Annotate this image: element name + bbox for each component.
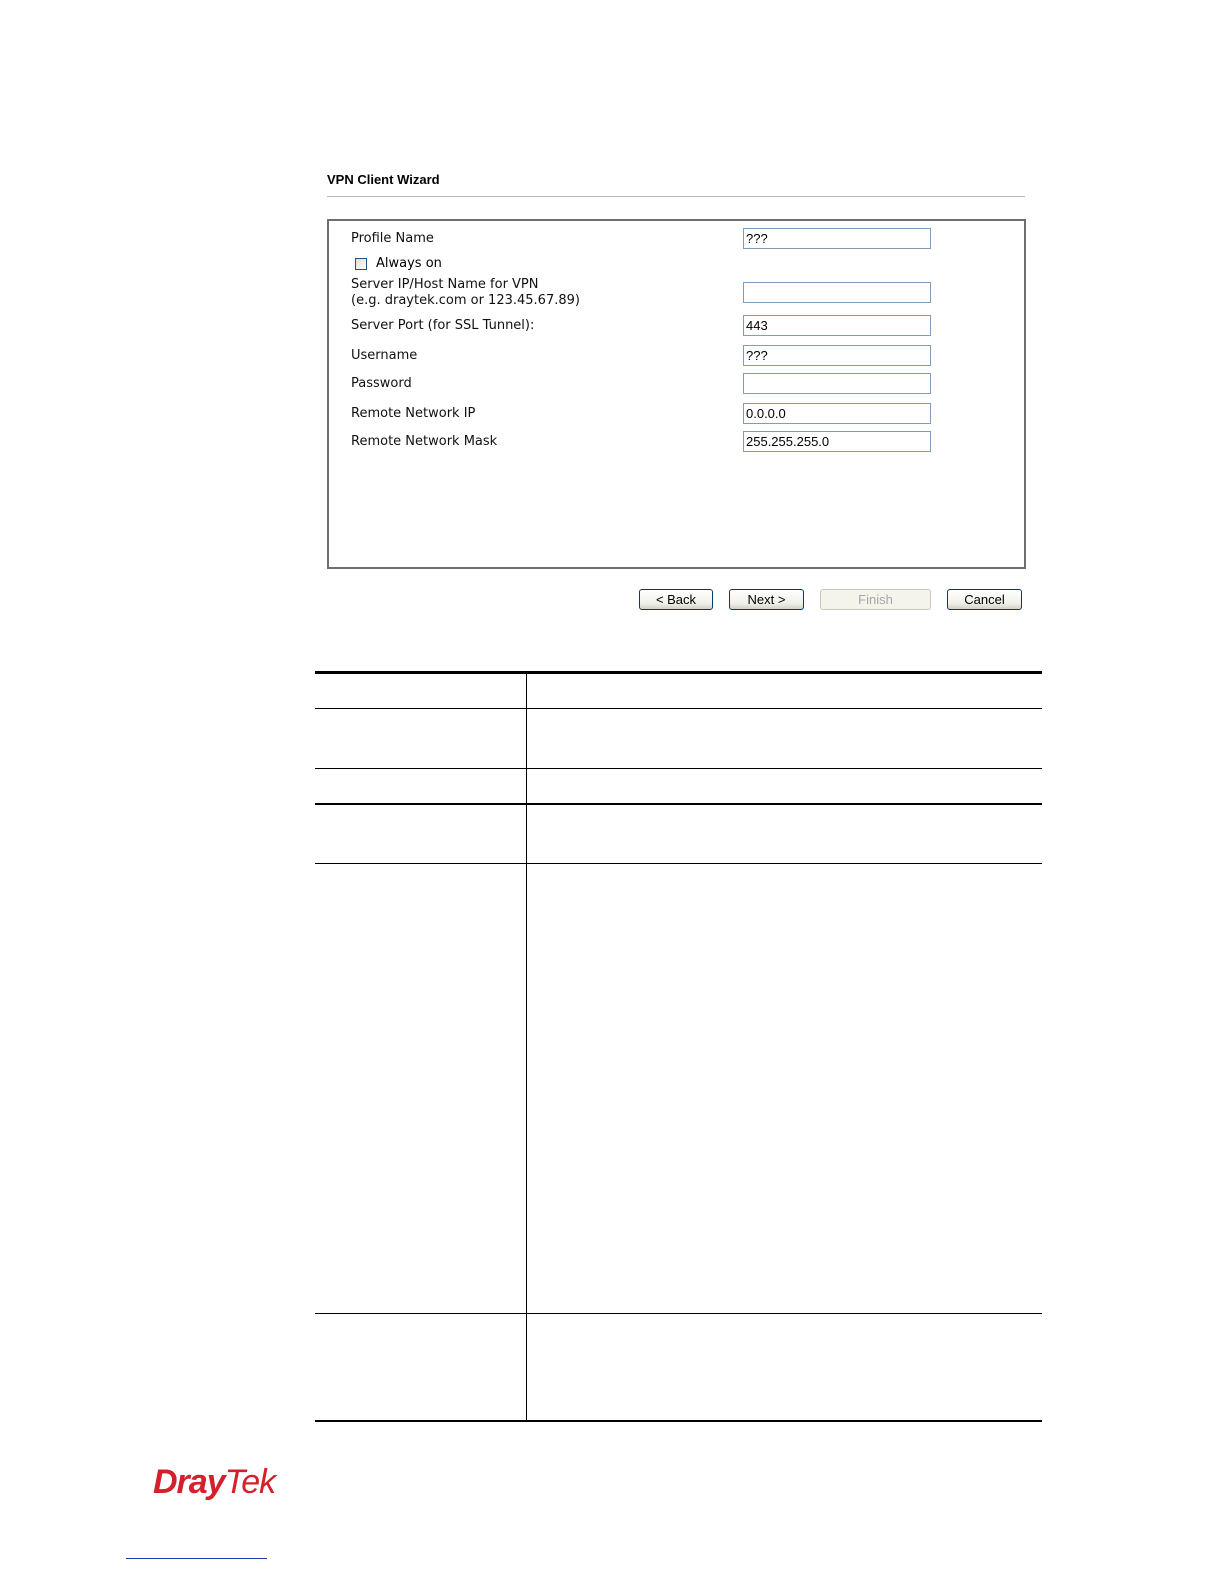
table-row-rule [315,803,1042,805]
username-label: Username [351,348,418,363]
profile-name-label: Profile Name [351,231,434,246]
server-ip-hint: (e.g. draytek.com or 123.45.67.89) [351,293,580,308]
remote-network-mask-label: Remote Network Mask [351,434,498,449]
wizard-panel [327,219,1026,569]
password-input[interactable] [743,373,931,394]
server-ip-input[interactable] [743,282,931,303]
finish-button: Finish [820,589,931,610]
table-row-rule [315,863,1042,864]
always-on-label: Always on [376,256,442,271]
logo-tek-text: Tek [224,1463,276,1501]
profile-name-input[interactable]: ??? [743,228,931,249]
remote-network-ip-label: Remote Network IP [351,406,476,421]
always-on-checkbox[interactable] [355,258,367,270]
server-port-input[interactable]: 443 [743,315,931,336]
remote-network-mask-input[interactable]: 255.255.255.0 [743,431,931,452]
table-header-rule [315,708,1042,709]
table-top-border [315,671,1042,674]
footer-divider [126,1558,267,1559]
table-column-divider [526,673,527,1421]
next-button[interactable]: Next > [729,589,804,610]
cancel-button[interactable]: Cancel [947,589,1022,610]
server-port-label: Server Port (for SSL Tunnel): [351,318,535,333]
password-label: Password [351,376,412,391]
remote-network-ip-input[interactable]: 0.0.0.0 [743,403,931,424]
table-row-rule [315,768,1042,769]
always-on-option[interactable] [355,256,442,272]
server-ip-label: Server IP/Host Name for VPN [351,277,539,292]
table-row-rule [315,1313,1042,1314]
username-input[interactable]: ??? [743,345,931,366]
back-button[interactable]: < Back [639,589,713,610]
draytek-logo [153,1462,275,1502]
title-divider [327,196,1025,197]
table-bottom-border [315,1420,1042,1422]
logo-dray-text: Dray [153,1463,225,1501]
wizard-title: VPN Client Wizard [327,172,440,187]
